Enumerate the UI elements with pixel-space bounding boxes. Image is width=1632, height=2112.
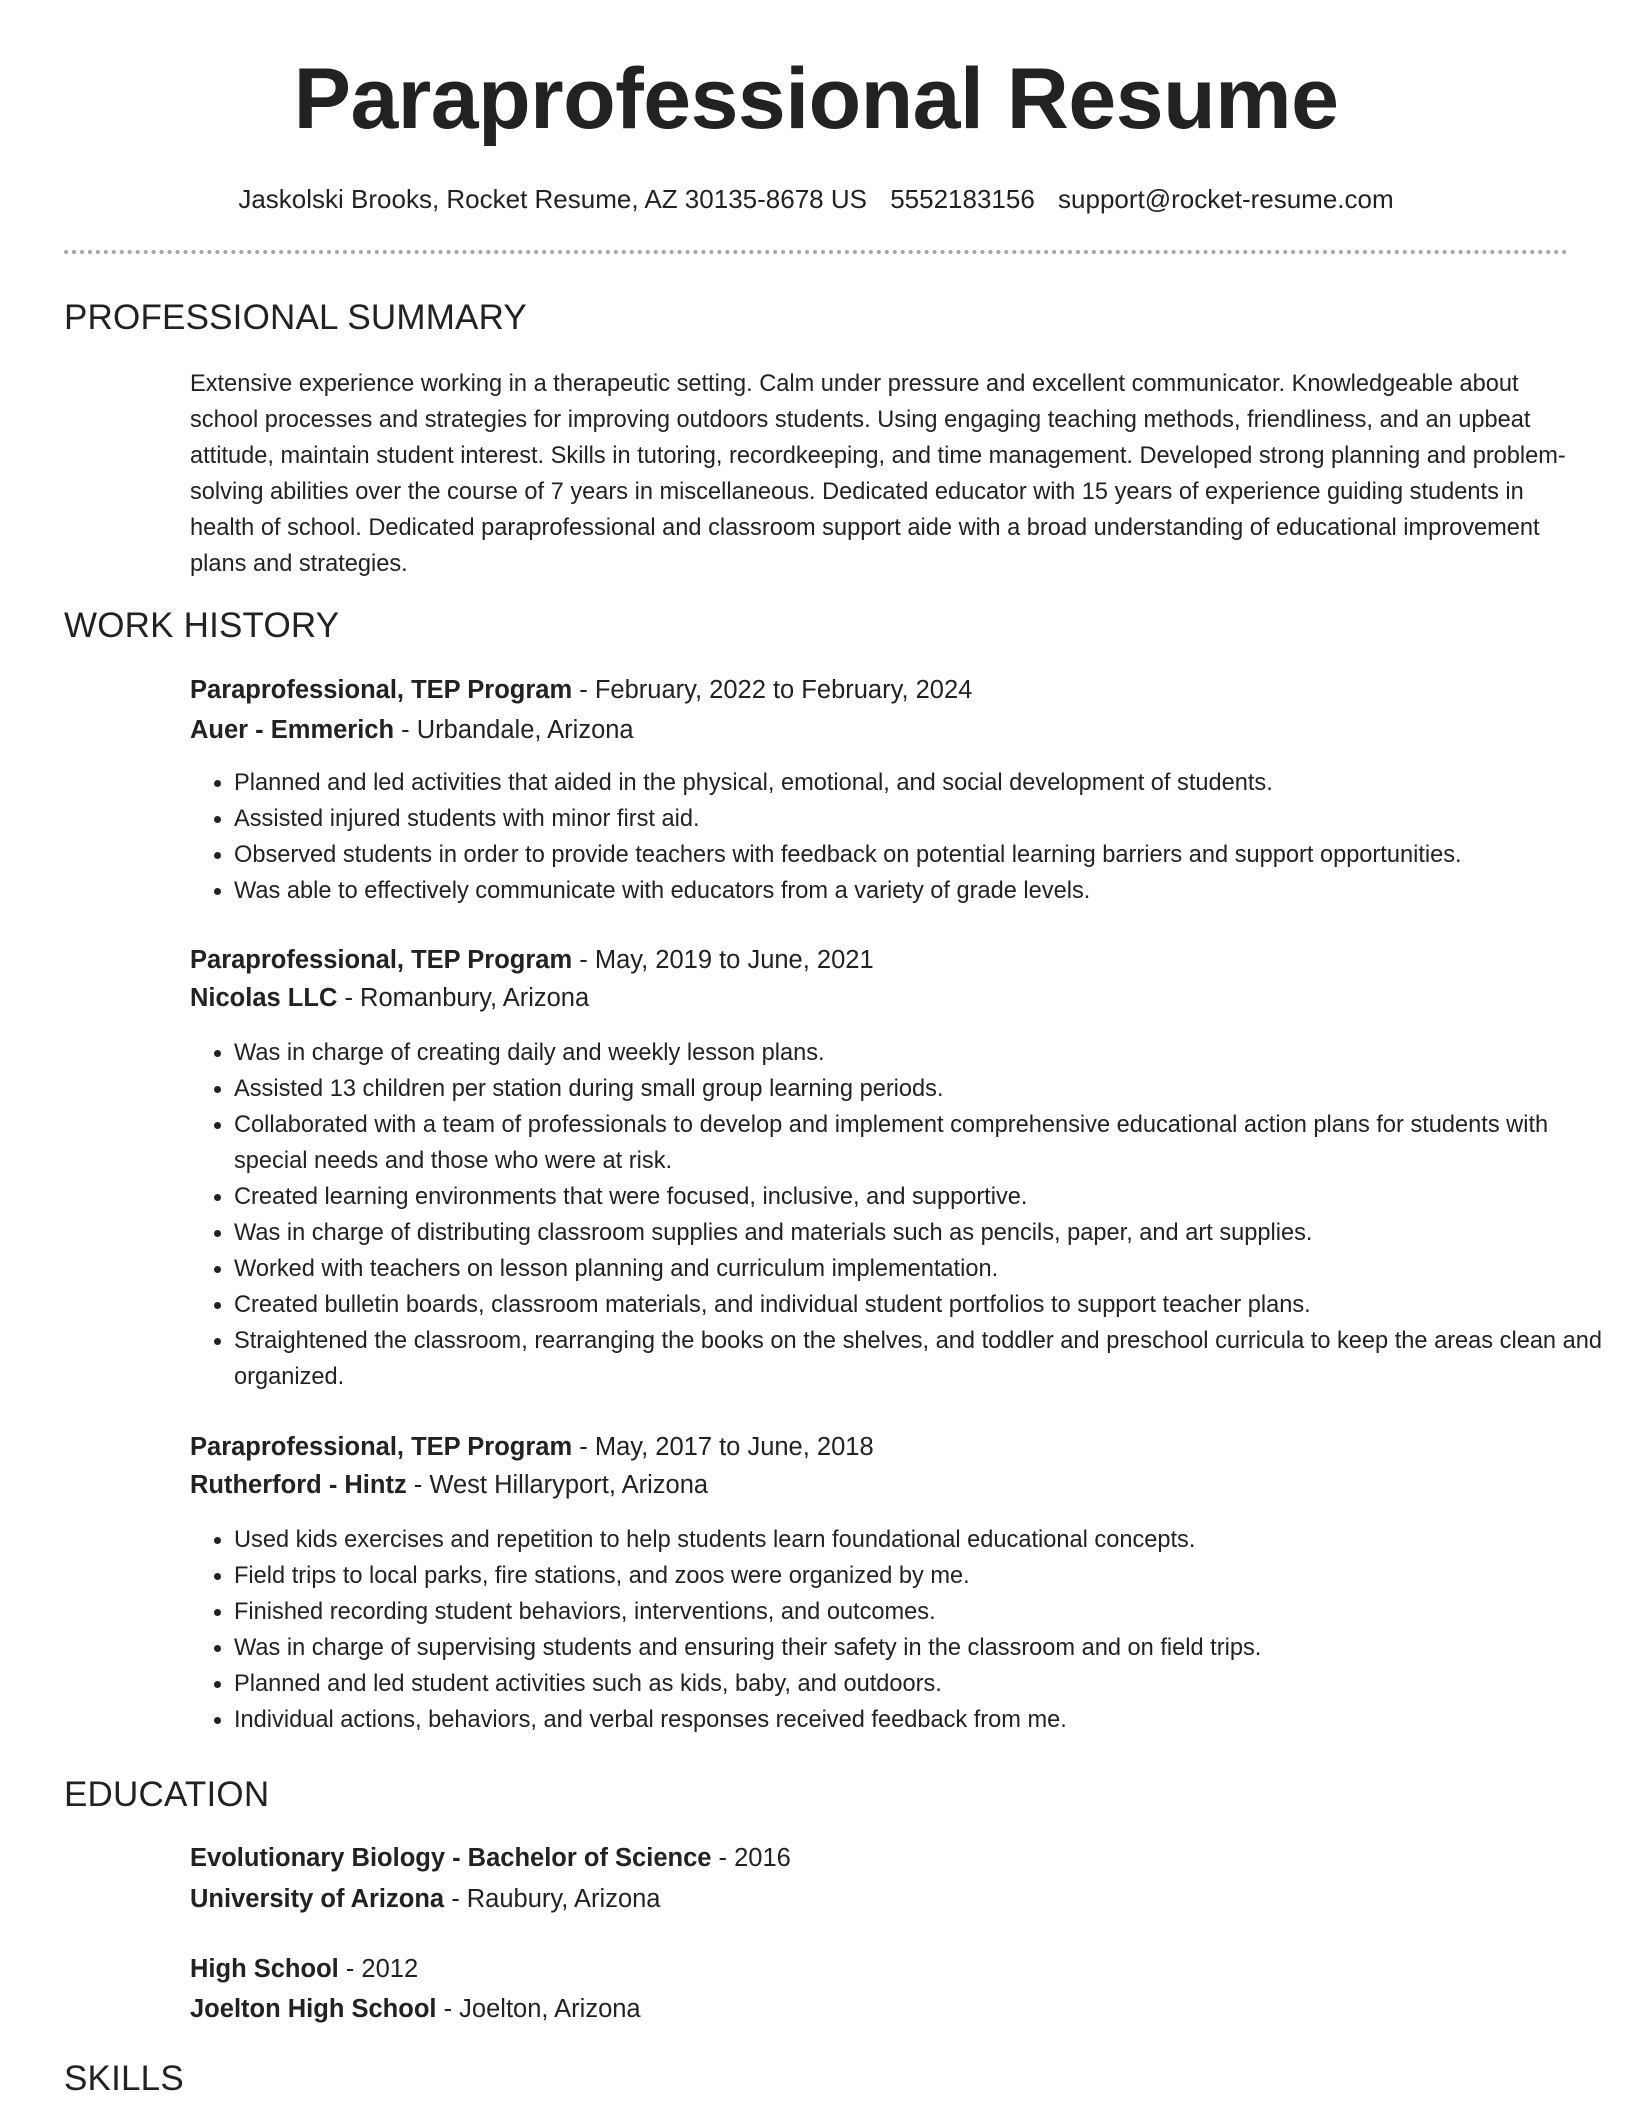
header-divider [64, 250, 1568, 254]
work-history-heading: WORK HISTORY [64, 606, 340, 645]
job-location: - Romanbury, Arizona [337, 984, 590, 1012]
job-company: Nicolas LLC [190, 984, 338, 1012]
list-item: • Planned and led activities that aided in the physical, emotional, and social development of students. [234, 765, 1614, 801]
list-item: • Observed students in order to provide teachers with feedback on potential learning barriers and support opportunities. [234, 837, 1614, 873]
degree-year: - 2012 [338, 1955, 419, 1983]
list-item: • Assisted 13 children per station during small group learning periods. [234, 1071, 1614, 1107]
skills-heading: SKILLS [64, 2059, 184, 2098]
job-location: - Urbandale, Arizona [394, 716, 634, 744]
job-company: Rutherford - Hintz [190, 1471, 407, 1499]
job-title-line [190, 672, 972, 708]
degree-line [190, 1951, 418, 1987]
school-line [190, 1991, 641, 2027]
list-item: • Was able to effectively communicate with educators from a variety of grade levels. [234, 873, 1614, 909]
job-dates: - May, 2017 to June, 2018 [572, 1433, 874, 1461]
summary-heading: PROFESSIONAL SUMMARY [64, 298, 527, 337]
list-item: • Finished recording student behaviors, interventions, and outcomes. [234, 1594, 1614, 1630]
list-item: • Created bulletin boards, classroom materials, and individual student portfolios to support teacher plans. [234, 1287, 1614, 1323]
school-location: - Raubury, Arizona [444, 1885, 661, 1913]
job-title: Paraprofessional, TEP Program [190, 946, 573, 974]
school-line [190, 1881, 661, 1917]
job-title-line [190, 1429, 874, 1465]
list-item: • Was in charge of creating daily and weekly lesson plans. [234, 1035, 1614, 1071]
list-item: • Individual actions, behaviors, and verbal responses received feedback from me. [234, 1702, 1614, 1738]
job-company-line [190, 980, 589, 1016]
job-title: Paraprofessional, TEP Program [190, 1433, 573, 1461]
contact-email: support@rocket-resume.com [1058, 184, 1394, 214]
job-dates: - February, 2022 to February, 2024 [572, 676, 973, 704]
list-item: • Worked with teachers on lesson planning and curriculum implementation. [234, 1251, 1614, 1287]
list-item: • Field trips to local parks, fire stations, and zoos were organized by me. [234, 1558, 1614, 1594]
job-bullet-list [190, 1035, 1614, 1395]
job-location: - West Hillaryport, Arizona [406, 1471, 709, 1499]
school-location: - Joelton, Arizona [436, 1995, 641, 2023]
education-heading: EDUCATION [64, 1775, 270, 1814]
list-item: • Was in charge of distributing classroom supplies and materials such as pencils, paper, and art supplies. [234, 1215, 1614, 1251]
list-item: • Collaborated with a team of professionals to develop and implement comprehensive educational action plans for students with special needs and those who were at risk. [234, 1107, 1614, 1179]
summary-text: Extensive experience working in a therapeutic setting. Calm under pressure and excellent communicator. Knowledgeable about school processes and strategies for improving outdoors students. Using engaging teaching methods, friendliness, and an upbeat attitude, maintain student interest. Skills in tutoring, recordkeeping, and time management. Developed strong planning and problem-solving abilities over the course of 7 years in miscellaneous. Dedicated educator with 15 years of experience guiding students in health of school. Dedicated paraprofessional and classroom support aide with a broad understanding of educational improvement plans and strategies. [190, 371, 1566, 577]
resume-title: Paraprofessional Resume [293, 51, 1339, 147]
job-dates: - May, 2019 to June, 2021 [572, 946, 874, 974]
list-item: • Assisted injured students with minor first aid. [234, 801, 1614, 837]
list-item: • Used kids exercises and repetition to help students learn foundational educational concepts. [234, 1522, 1614, 1558]
list-item: • Created learning environments that were focused, inclusive, and supportive. [234, 1179, 1614, 1215]
list-item: • Planned and led student activities such as kids, baby, and outdoors. [234, 1666, 1614, 1702]
contact-line [0, 181, 1632, 217]
contact-phone: 5552183156 [890, 184, 1035, 214]
list-item: • Was in charge of supervising students and ensuring their safety in the classroom and on field trips. [234, 1630, 1614, 1666]
school-name: Joelton High School [190, 1995, 437, 2023]
list-item: • Straightened the classroom, rearranging the books on the shelves, and toddler and preschool curricula to keep the areas clean and organized. [234, 1323, 1614, 1395]
job-bullet-list [190, 765, 1614, 909]
degree-name: High School [190, 1955, 339, 1983]
job-bullet-list [190, 1522, 1614, 1738]
job-company: Auer - Emmerich [190, 716, 395, 744]
school-name: University of Arizona [190, 1885, 445, 1913]
degree-line [190, 1840, 791, 1876]
job-title: Paraprofessional, TEP Program [190, 676, 573, 704]
job-title-line [190, 942, 874, 978]
job-company-line [190, 712, 634, 748]
degree-name: Evolutionary Biology - Bachelor of Science [190, 1844, 712, 1872]
degree-year: - 2016 [711, 1844, 791, 1872]
job-company-line [190, 1467, 708, 1503]
contact-address: Jaskolski Brooks, Rocket Resume, AZ 30135-8678 US [238, 184, 867, 214]
